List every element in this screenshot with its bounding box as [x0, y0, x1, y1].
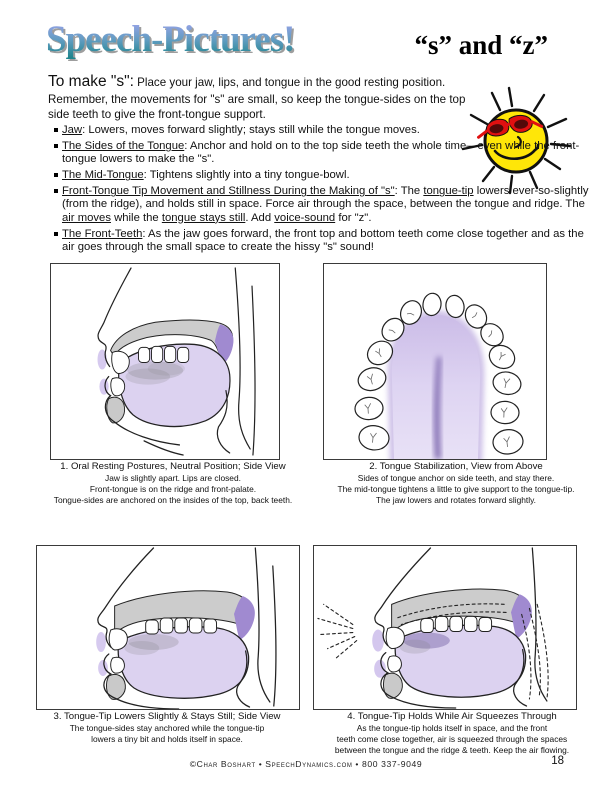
bullet-text: Front-Tongue Tip Movement and Stillness During the Making of "s": The tongue-tip lowers ever-so-slightly (from the ridge), and holds still in space. Force air through the space, between the tongue and ridge. The air moves while the tongue stays still. Add voice-sound for "z".: [62, 185, 589, 224]
footer-credit: ©Char Boshart • SpeechDynamics.com • 800 337-9049: [189, 759, 423, 769]
page-number: 18: [551, 755, 564, 767]
figure-caption-lines: As the tongue-tip holds itself in space, and the front teeth come close together, air is squeezed through the spaces between the tongue and the ridge & teeth. Keep the air flowing.: [334, 723, 570, 755]
figure-caption-lines: Jaw is slightly apart. Lips are closed. Front-tongue is on the ridge and front-palate. Tongue-sides are anchored on the insides of the top, back teeth.: [53, 473, 293, 505]
figure-4-box: [313, 545, 577, 710]
figure-1-box: [50, 263, 280, 460]
figure-caption-title: 2. Tongue Stabilization, View from Above: [369, 461, 543, 472]
list-item: [48, 169, 590, 182]
page-title: Speech-Pictures!: [46, 19, 295, 60]
figure-caption-lines: Sides of tongue anchor on side teeth, and stay there. The mid-tongue tightens a little to give support to the tongue-tip. The jaw lowers and rotates forward slightly.: [337, 473, 575, 505]
bullet-text: Jaw: Lowers, moves forward slightly; stays still while the tongue moves.: [62, 124, 420, 136]
figure-caption-title: 4. Tongue-Tip Holds While Air Squeezes Through: [347, 711, 557, 722]
bullet-text: The Front-Teeth: As the jaw goes forward, the front top and bottom teeth come close together and as the air goes through the small space to create the hissy "s" sound!: [62, 227, 584, 253]
bullet-marker: [48, 185, 62, 224]
diagram-tongue-tip-lowers-side-view: [37, 546, 299, 709]
intro-lead: To make "s":: [48, 73, 134, 90]
diagram-air-squeezes-through-side-view: [314, 546, 576, 709]
intro-text: Place your jaw, lips, and tongue in the good resting position. Remember, the movements for "s" are small, so keep the tongue-sides on the top side teeth to give the front-tongue support.: [48, 76, 466, 122]
bullet-marker: [48, 169, 62, 182]
figure-caption-title: 3. Tongue-Tip Lowers Slightly & Stays Still; Side View: [53, 711, 281, 722]
figure-caption-lines: The tongue-sides stay anchored while the tongue-tip lowers a tiny bit and holds itself in space.: [69, 723, 265, 744]
list-item: [48, 228, 590, 254]
bullet-text: The Sides of the Tongue: Anchor and hold on to the top side teeth the whole time—even while the front-tongue lowers to make the "s".: [62, 140, 580, 166]
bullet-marker: [48, 140, 62, 166]
sound-heading: “s” and “z”: [414, 30, 548, 60]
intro-paragraph: [48, 72, 466, 122]
figure-caption-title: 1. Oral Resting Postures, Neutral Position; Side View: [60, 461, 286, 472]
figure-3-caption: [24, 711, 310, 745]
list-item: [48, 185, 590, 224]
list-item: [48, 140, 590, 166]
figure-2-box: [323, 263, 547, 460]
list-item: [48, 124, 590, 137]
diagram-tongue-from-above: [324, 264, 546, 459]
figure-3-box: [36, 545, 300, 710]
diagram-oral-resting-side-view: [51, 264, 279, 459]
bullet-marker: [48, 124, 62, 137]
bullet-marker: [48, 228, 62, 254]
figure-2-caption: [308, 461, 604, 506]
figure-1-caption: [34, 461, 312, 506]
figure-4-caption: [298, 711, 606, 756]
bullet-text: The Mid-Tongue: Tightens slightly into a tiny tongue-bowl.: [62, 169, 350, 182]
instruction-list: [48, 124, 590, 257]
